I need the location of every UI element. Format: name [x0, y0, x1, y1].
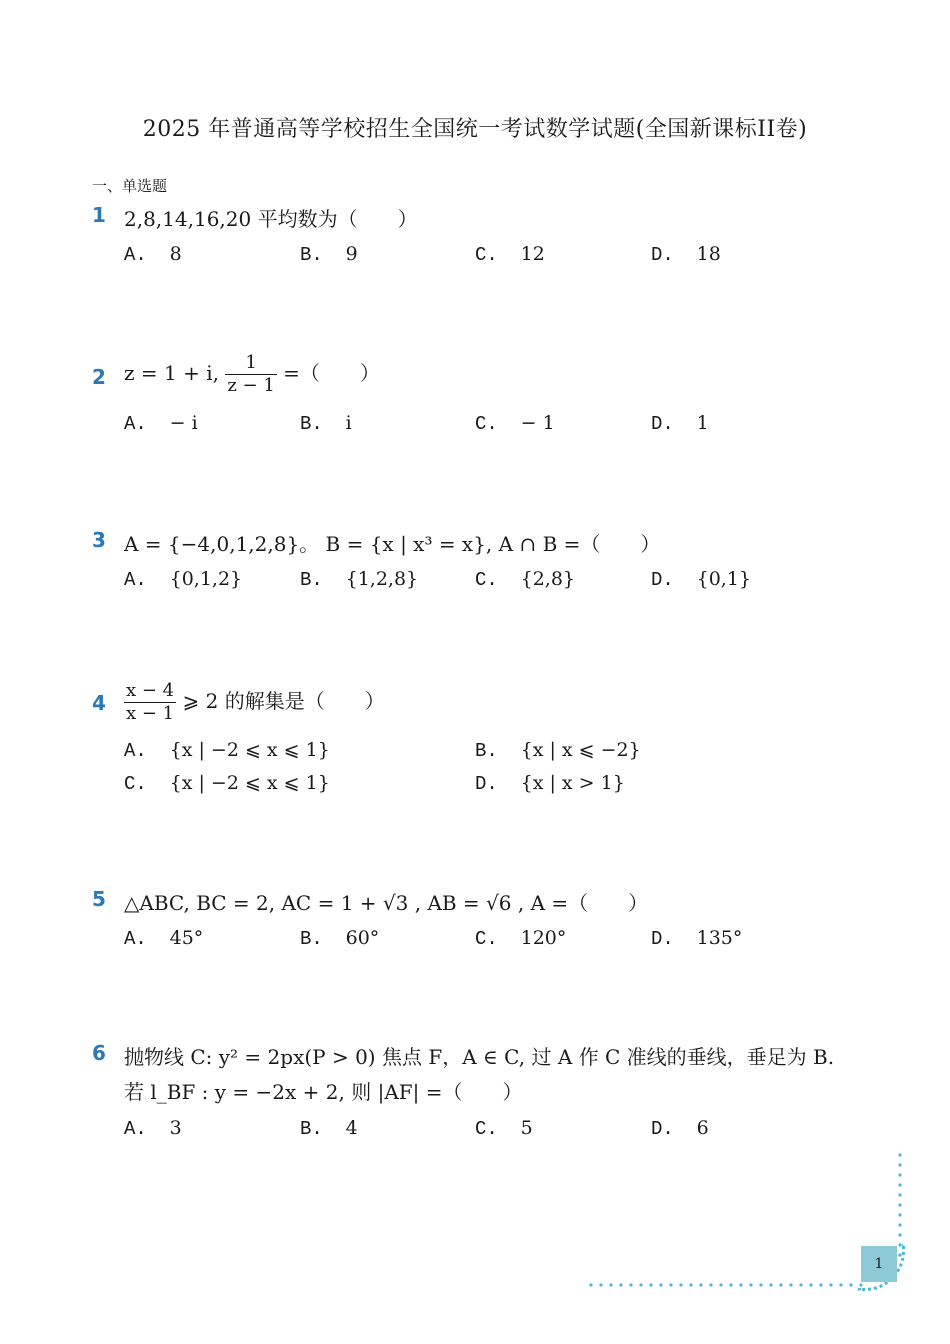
option-a: A. {0,1,2} — [124, 568, 243, 591]
option-c: C. {2,8} — [475, 568, 576, 591]
question-4 — [92, 680, 872, 800]
question-number: 2 — [92, 365, 106, 389]
question-number: 1 — [92, 203, 106, 227]
question-stem: z = 1 + i, $\frac{1}{z - 1}$ =（ ） — [124, 352, 380, 396]
question-stem: 抛物线 C: y² = 2px(P > 0) 焦点 F，A ∈ C, 过 A 作 C 准线的垂线，垂足为 B. — [124, 1045, 835, 1069]
page-number: 1 — [861, 1246, 897, 1282]
option-b: B. {1,2,8} — [300, 568, 419, 591]
option-a: A. 8 — [124, 243, 182, 266]
option-d: D. 18 — [651, 243, 721, 266]
fraction: $\frac{1}{z - 1}$ — [227, 352, 275, 396]
question-stem: 2,8,14,16,20 平均数为（ ） — [124, 207, 418, 231]
option-d: D. {x | x > 1} — [475, 772, 625, 795]
question-number: 5 — [92, 887, 106, 911]
decorative-dotted-border-horizontal — [586, 1283, 866, 1287]
option-a: A. 3 — [124, 1117, 182, 1140]
option-b: B. 9 — [300, 243, 358, 266]
question-1 — [92, 203, 872, 273]
question-number: 3 — [92, 528, 106, 552]
option-b: B. 4 — [300, 1117, 358, 1140]
question-number: 4 — [92, 691, 106, 715]
option-a: A. 45° — [124, 927, 204, 950]
fraction: $\frac{x - 4}{x - 1}$ — [126, 680, 175, 724]
option-c: C. 5 — [475, 1117, 533, 1140]
option-b: B. 60° — [300, 927, 380, 950]
option-d: D. 6 — [651, 1117, 709, 1140]
option-d: D. 135° — [651, 927, 743, 950]
question-stem: A = {−4,0,1,2,8}。 B = {x | x³ = x}, A ∩ B =（ ） — [124, 532, 661, 556]
question-5 — [92, 887, 872, 957]
option-b: B. i — [300, 412, 352, 435]
question-stem-line-2: 若 l_BF : y = −2x + 2, 则 |AF| =（ ） — [124, 1080, 523, 1104]
question-number: 6 — [92, 1041, 106, 1065]
question-6 — [92, 1041, 872, 1151]
option-a: A. − i — [124, 412, 198, 435]
option-d: D. {0,1} — [651, 568, 752, 591]
question-3 — [92, 528, 872, 598]
option-c: C. − 1 — [475, 412, 555, 435]
option-c: C. 12 — [475, 243, 545, 266]
question-stem: △ABC, BC = 2, AC = 1 + √3 , AB = √6 , A =（ ） — [124, 891, 649, 915]
option-d: D. 1 — [651, 412, 709, 435]
option-c: C. {x | −2 ⩽ x ⩽ 1} — [124, 772, 330, 795]
section-heading: 一、单选题 — [92, 177, 168, 195]
option-c: C. 120° — [475, 927, 567, 950]
question-2 — [92, 352, 872, 452]
option-a: A. {x | −2 ⩽ x ⩽ 1} — [124, 739, 330, 762]
question-stem: $\frac{x - 4}{x - 1}$ ⩾ 2 的解集是（ ） — [126, 680, 385, 724]
document-title: 2025 年普通高等学校招生全国统一考试数学试题(全国新课标II卷) — [142, 117, 808, 142]
option-b: B. {x | x ⩽ −2} — [475, 739, 641, 762]
